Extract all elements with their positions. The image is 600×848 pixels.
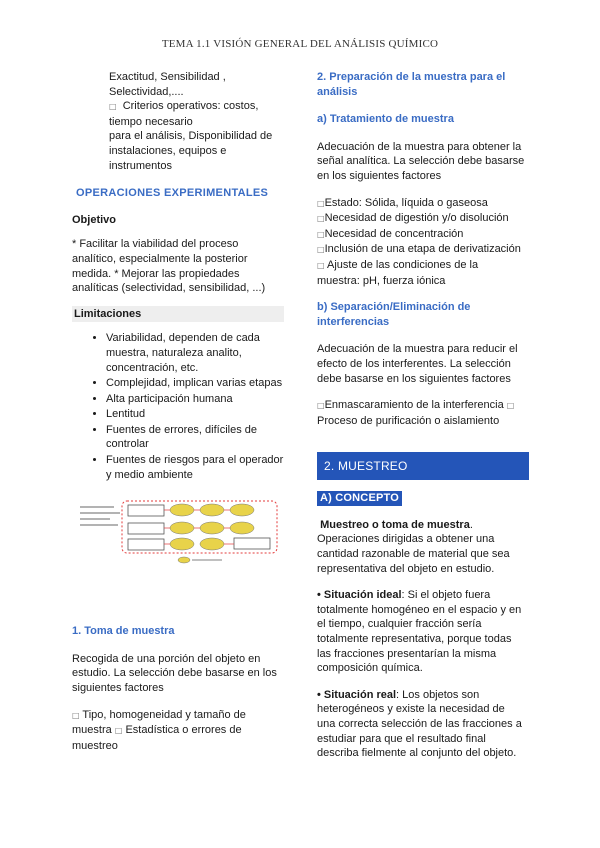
real-line: una correcta selección de las fracciones a <box>317 718 522 730</box>
checkbox-icon: □ <box>317 401 325 411</box>
intro-text: Criterios operativos: costos, <box>122 100 259 113</box>
checkbox-icon: □ <box>506 401 515 411</box>
factor-line <box>317 398 529 414</box>
diagram-node <box>200 538 224 550</box>
prep-title: 2. Preparación de la muestra para el análisis <box>317 71 506 98</box>
factor-line <box>72 723 284 739</box>
diagram-node <box>170 538 194 550</box>
section-title-operaciones: OPERACIONES EXPERIMENTALES <box>76 187 269 200</box>
intro-line: para el análisis, Disponibilidad de <box>109 130 273 143</box>
factor-line: Proceso de purificación o aislamiento <box>317 414 500 427</box>
intro-line: Selectividad,.... <box>109 85 184 98</box>
tratamiento-line: Adecuación de la muestra para obtener la <box>317 140 522 153</box>
ideal-label: • Situación ideal <box>317 589 402 602</box>
tratamiento-line: en los siguientes factores <box>317 169 442 182</box>
separacion-title: b) Separación/Eliminación de interferencias <box>317 301 471 328</box>
muestreo-term: Muestreo o toma de muestra <box>320 518 470 531</box>
intro-line: instalaciones, equipos e <box>109 144 227 157</box>
diagram-node <box>170 504 194 516</box>
factor-line: muestra: pH, fuerza iónica <box>317 274 446 287</box>
diagram-legend-node <box>178 557 190 563</box>
separacion-line: Adecuación de la muestra para reducir el <box>317 343 518 356</box>
diagram-node <box>230 504 254 516</box>
list-item: • Lentitud <box>106 407 284 422</box>
list-item: • Variabilidad, dependen de cada muestra, naturaleza analito, concentración, etc. <box>106 331 284 375</box>
ideal-line: el tiempo, cualquier fracción sería <box>317 618 482 631</box>
separacion-line: efecto de los interferentes. La selección <box>317 357 511 370</box>
right-column <box>317 70 529 761</box>
left-column <box>72 70 284 753</box>
factor-line <box>317 258 529 274</box>
tratamiento-line: señal analítica. La selección debe basarse <box>317 155 525 168</box>
muestreo-def <box>317 518 529 576</box>
toma-muestra-text <box>72 652 284 696</box>
diagram-node <box>230 522 254 534</box>
diagram-box <box>128 505 164 516</box>
factor-line <box>72 708 284 724</box>
factor-line <box>317 196 529 212</box>
ideal-line: totalmente representativa, porque todas <box>317 633 512 646</box>
factor-line <box>317 227 529 243</box>
intro-line: instrumentos <box>109 159 172 172</box>
concepto-line <box>317 491 529 506</box>
checkbox-icon: □ <box>317 214 325 224</box>
diagram-box <box>128 539 164 550</box>
diagram-node <box>200 504 224 516</box>
factor-text: Enmascaramiento de la interferencia <box>324 399 504 412</box>
diagram-text-lines <box>80 507 120 525</box>
tratamiento-factors <box>317 196 529 289</box>
muestreo-section-bar: 2. MUESTREO <box>317 452 529 480</box>
real-line: describa fielmente al conjunto del objeto. <box>317 747 517 760</box>
intro-line <box>109 99 284 115</box>
tratamiento-text <box>317 140 529 184</box>
toma-line: siguientes factores <box>72 682 164 695</box>
diagram-box <box>234 538 270 549</box>
ideal-line: composición química. <box>317 662 423 675</box>
concepto-label: A) CONCEPTO <box>317 491 402 506</box>
factor-text: Necesidad de digestión y/o disolución <box>324 212 509 225</box>
situacion-ideal <box>317 588 529 676</box>
objetivo-heading: Objetivo <box>72 213 117 226</box>
tratamiento-title: a) Tratamiento de muestra <box>317 113 454 126</box>
intro-line: Exactitud, Sensibilidad , <box>109 71 226 83</box>
objetivo-line: analíticas (selectividad, sensibilidad, ...) <box>72 282 266 295</box>
checkbox-icon: □ <box>72 710 80 720</box>
real-line: estudiar para que el resultado final <box>317 732 486 745</box>
diagram-box <box>128 523 164 534</box>
ideal-text: : Si el objeto fuera <box>401 589 491 602</box>
factor-text: Estadística o errores de <box>125 724 242 737</box>
separacion-factors <box>317 398 529 428</box>
ideal-line: totalmente homogéneo en el espacio y en <box>317 603 522 616</box>
list-item: • Complejidad, implican varias etapas <box>106 376 284 391</box>
checkbox-icon: □ <box>317 245 325 255</box>
objetivo-line: medida. * Mejorar las propiedades <box>72 267 240 280</box>
intro-block <box>72 70 284 173</box>
factor-text: Inclusión de una etapa de derivatización <box>324 243 521 256</box>
diagram-node <box>170 522 194 534</box>
page-header: TEMA 1.1 VISIÓN GENERAL DEL ANÁLISIS QUÍMICO <box>161 38 439 50</box>
separacion-line: debe basarse en los siguientes factores <box>317 372 511 385</box>
checkbox-icon: □ <box>317 229 325 239</box>
factor-line <box>317 211 529 227</box>
factor-text: Necesidad de concentración <box>324 227 464 240</box>
toma-line: Recogida de una porción del objeto en <box>72 652 261 665</box>
toma-line: estudio. La selección debe basarse en los <box>72 667 277 680</box>
factor-line: muestreo <box>72 739 118 752</box>
def-line: Operaciones dirigidas a obtener una <box>317 533 495 546</box>
situacion-real <box>317 688 529 761</box>
real-label: • Situación real <box>317 688 397 701</box>
objetivo-text <box>72 237 284 295</box>
factor-text: muestra <box>72 724 112 737</box>
ideal-line <box>317 588 529 603</box>
separacion-text <box>317 342 529 386</box>
list-item: • Alta participación humana <box>106 392 284 407</box>
def-line: cantidad razonable de material que sea <box>317 548 510 561</box>
real-line <box>317 688 529 703</box>
diagram-node <box>200 522 224 534</box>
real-line: heterogéneos y existe la necesidad de <box>317 703 505 716</box>
real-text: : Los objetos son <box>396 688 480 701</box>
toma-factors <box>72 708 284 754</box>
def-line: representativa del objeto en estudio. <box>317 562 495 575</box>
intro-line: tiempo necesario <box>109 115 193 128</box>
limitaciones-list <box>72 331 284 482</box>
limitaciones-heading: Limitaciones <box>72 306 284 323</box>
objetivo-line: * Facilitar la viabilidad del proceso <box>72 238 239 251</box>
checkbox-icon: □ <box>114 726 123 736</box>
objetivo-line: analítico, especialmente la posterior <box>72 252 248 265</box>
factor-line <box>317 242 529 258</box>
factor-text: Ajuste de las condiciones de la <box>327 258 479 271</box>
factor-text: Estado: Sólida, líquida o gaseosa <box>324 196 488 209</box>
ideal-line: las fracciones presentarían la misma <box>317 647 497 660</box>
list-item: • Fuentes de riesgos para el operador y medio ambiente <box>106 453 284 482</box>
checkbox-icon: □ <box>317 198 325 208</box>
list-item: • Fuentes de errores, difíciles de controlar <box>106 423 284 452</box>
muestreo-term-line: Muestreo o toma de muestra. <box>320 518 473 531</box>
checkbox-icon: □ <box>317 260 325 270</box>
checkbox-icon: □ <box>109 102 117 112</box>
process-diagram <box>72 498 282 566</box>
toma-muestra-title: 1. Toma de muestra <box>72 625 175 638</box>
factor-text: Tipo, homogeneidad y tamaño de <box>82 708 246 721</box>
